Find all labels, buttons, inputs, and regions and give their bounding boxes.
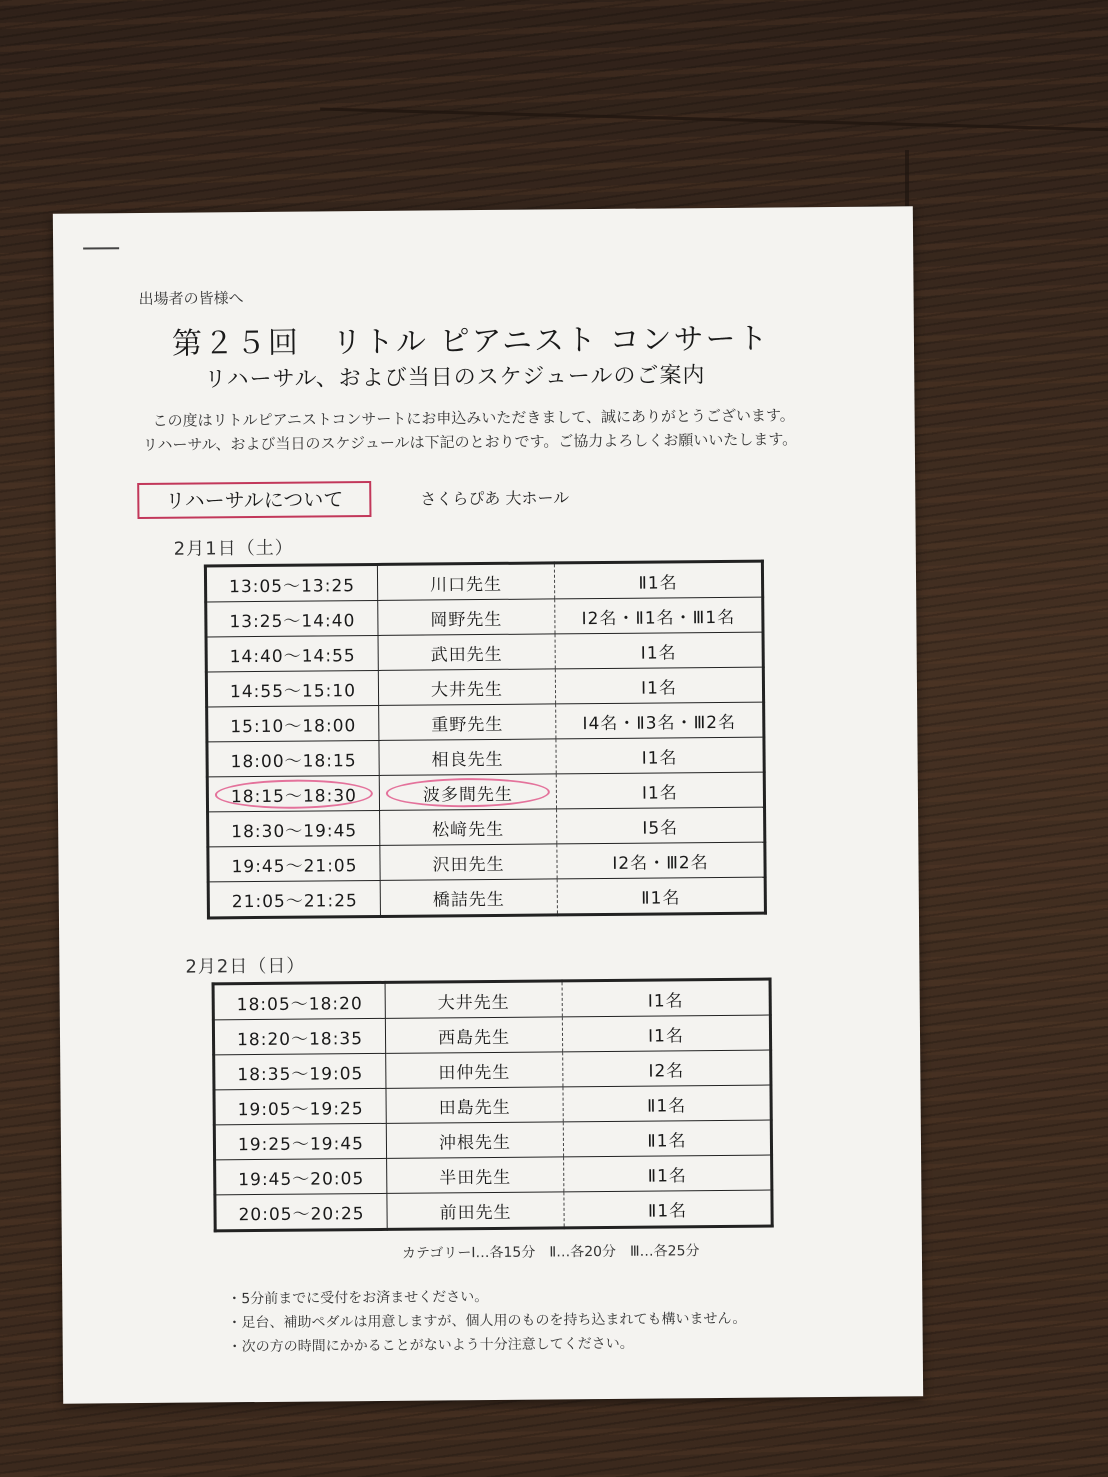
table-row <box>206 632 763 672</box>
time-cell <box>214 1053 386 1089</box>
time-cell <box>213 1018 385 1054</box>
table-row <box>208 877 765 918</box>
category-cell-text: Ⅰ1名 <box>648 1025 685 1047</box>
time-cell <box>214 1088 386 1124</box>
category-cell <box>564 1190 772 1228</box>
time-cell <box>207 740 379 776</box>
category-cell-text: Ⅱ1名 <box>647 1165 687 1187</box>
time-cell <box>206 670 378 706</box>
greeting: 出場者の皆様へ <box>138 289 244 309</box>
category-cell-text: Ⅱ1名 <box>638 572 678 594</box>
time-cell <box>215 1158 387 1194</box>
day2-schedule-table <box>212 978 774 1233</box>
table-row <box>215 1155 772 1195</box>
note-item: ・足台、補助ペダルは用意しますが、個人用のものを持ち込まれても構いません。 <box>227 1310 747 1332</box>
teacher-cell <box>386 1052 563 1089</box>
category-cell-text: Ⅰ1名 <box>647 990 684 1012</box>
time-cell <box>206 635 378 671</box>
time-cell <box>214 1123 386 1159</box>
time-cell <box>208 845 380 881</box>
table-row <box>213 979 770 1020</box>
teacher-cell-text: 前田先生 <box>439 1202 512 1223</box>
teacher-cell <box>378 669 555 706</box>
notes-list <box>227 1283 746 1360</box>
teacher-cell-text: 武田先生 <box>430 644 503 665</box>
table-row <box>207 702 764 742</box>
teacher-cell-text: 沢田先生 <box>432 854 505 875</box>
time-cell-text: 13:25～14:40 <box>229 610 356 632</box>
time-cell-text: 14:55～15:10 <box>229 680 357 702</box>
page-subtitle: リハーサル、および当日のスケジュールのご案内 <box>204 363 706 393</box>
time-cell-text: 21:05～21:25 <box>231 890 358 912</box>
time-cell-text: 18:15～18:30 <box>230 785 357 807</box>
time-cell-text: 19:45～21:05 <box>231 855 358 877</box>
category-cell-text: Ⅱ1名 <box>647 1130 687 1152</box>
teacher-cell <box>380 879 557 917</box>
intro-line: リハーサル、および当日のスケジュールは下記のとおりです。ご協力よろしくお願いいたします。 <box>142 430 798 454</box>
category-cell-text: Ⅰ2名・Ⅲ2名 <box>612 852 709 874</box>
time-cell <box>207 775 379 811</box>
category-legend: カテゴリーⅠ…各15分 Ⅱ…各20分 Ⅲ…各25分 <box>401 1243 700 1262</box>
note-item: ・5分前までに受付をお済ませください。 <box>227 1289 489 1308</box>
category-cell <box>555 597 763 634</box>
section-heading: リハーサルについて <box>137 481 371 519</box>
time-cell-text: 18:20～18:35 <box>236 1028 364 1050</box>
teacher-cell-text: 田仲先生 <box>438 1062 511 1083</box>
category-cell-text: Ⅰ1名 <box>640 642 677 664</box>
time-cell <box>207 705 379 741</box>
time-cell-text: 15:10～18:00 <box>230 715 357 737</box>
category-cell <box>557 807 765 844</box>
teacher-cell <box>380 809 557 846</box>
teacher-cell-text: 大井先生 <box>430 679 504 700</box>
category-cell <box>557 877 765 915</box>
teacher-cell <box>385 1017 562 1054</box>
teacher-cell-text: 岡野先生 <box>430 609 503 630</box>
category-cell <box>556 702 764 739</box>
note-item: ・次の方の時間にかかることがないよう十分注意してください。 <box>227 1335 634 1356</box>
time-cell-text: 18:30～19:45 <box>231 820 358 842</box>
teacher-cell <box>379 739 556 776</box>
time-cell <box>213 982 385 1019</box>
table-row <box>213 1015 770 1055</box>
category-cell-text: Ⅰ1名 <box>640 677 677 699</box>
teacher-cell-text: 田島先生 <box>438 1097 511 1118</box>
table-row <box>214 1120 771 1160</box>
category-cell <box>564 1155 772 1192</box>
teacher-cell-text: 西島先生 <box>437 1027 511 1048</box>
corner-mark <box>83 247 119 249</box>
teacher-cell <box>377 563 554 601</box>
time-cell-text: 13:05～13:25 <box>228 575 356 597</box>
table-row <box>208 807 765 847</box>
category-cell <box>554 561 762 599</box>
time-cell-text: 14:40～14:55 <box>229 645 356 667</box>
teacher-cell <box>379 704 556 741</box>
teacher-cell-text: 松﨑先生 <box>432 819 505 840</box>
category-cell <box>563 1085 771 1122</box>
category-cell <box>556 737 764 774</box>
teacher-cell <box>378 634 555 671</box>
table-row <box>215 1190 772 1231</box>
category-cell <box>563 1050 771 1087</box>
time-cell-text: 20:05～20:25 <box>238 1203 365 1225</box>
time-cell-text: 19:45～20:05 <box>238 1168 365 1190</box>
schedule-sheet <box>53 206 923 1403</box>
category-cell-text: Ⅰ5名 <box>642 817 679 839</box>
category-cell <box>562 979 770 1017</box>
day1-date: 2月1日（土） <box>173 537 294 560</box>
teacher-cell <box>387 1157 564 1194</box>
teacher-cell <box>378 599 555 636</box>
category-cell <box>555 667 763 704</box>
teacher-cell-text: 半田先生 <box>439 1167 512 1188</box>
teacher-cell <box>386 1122 563 1159</box>
day2-date: 2月2日（日） <box>185 955 306 978</box>
teacher-cell <box>385 981 562 1019</box>
table-row <box>206 667 763 707</box>
teacher-cell-text: 波多間先生 <box>422 784 513 806</box>
category-cell-text: Ⅱ1名 <box>646 1095 687 1117</box>
floor-seam <box>320 108 1108 132</box>
teacher-cell-text: 川口先生 <box>429 574 503 595</box>
table-row <box>207 772 764 812</box>
teacher-cell-text: 大井先生 <box>437 992 510 1013</box>
category-cell <box>563 1120 771 1157</box>
time-cell-text: 19:25～19:45 <box>237 1133 365 1155</box>
table-row <box>206 597 763 637</box>
table-row <box>205 561 762 602</box>
category-cell <box>557 842 765 879</box>
table-row <box>207 737 764 777</box>
category-cell <box>556 772 764 809</box>
time-cell-text: 19:05～19:25 <box>237 1098 364 1120</box>
category-cell <box>562 1015 770 1052</box>
category-cell-text: Ⅱ1名 <box>641 887 681 909</box>
category-cell-text: Ⅰ2名 <box>648 1060 685 1082</box>
time-cell <box>205 564 377 601</box>
day1-schedule-table <box>204 560 767 920</box>
category-cell-text: Ⅱ1名 <box>647 1200 688 1222</box>
category-cell-text: Ⅰ2名・Ⅱ1名・Ⅲ1名 <box>581 607 736 629</box>
table-row <box>208 842 765 882</box>
teacher-cell <box>387 1192 564 1230</box>
category-cell <box>555 632 763 669</box>
page-title: 第２５回 リトル ピアニスト コンサート <box>171 321 770 362</box>
time-cell-text: 18:35～19:05 <box>237 1063 364 1085</box>
time-cell-text: 18:00～18:15 <box>230 750 357 772</box>
category-cell-text: Ⅰ4名・Ⅱ3名・Ⅲ2名 <box>582 712 737 734</box>
time-cell <box>208 880 380 917</box>
time-cell <box>215 1193 387 1230</box>
teacher-cell-text: 橋詰先生 <box>432 889 505 910</box>
table-row <box>214 1050 771 1090</box>
table-row <box>214 1085 771 1125</box>
teacher-cell <box>386 1087 563 1124</box>
teacher-cell <box>380 844 557 881</box>
time-cell <box>208 810 380 846</box>
time-cell <box>206 600 378 636</box>
category-cell-text: Ⅰ1名 <box>641 747 678 769</box>
intro-line: この度はリトルピアニストコンサートにお申込みいただきまして、誠にありがとうございます。 <box>152 406 795 430</box>
teacher-cell-text: 相良先生 <box>431 749 504 770</box>
venue: さくらぴあ 大ホール <box>420 488 570 509</box>
teacher-cell-text: 沖根先生 <box>438 1132 512 1153</box>
teacher-cell-text: 重野先生 <box>431 714 504 735</box>
teacher-cell <box>379 774 556 811</box>
category-cell-text: Ⅰ1名 <box>641 782 678 804</box>
intro-text <box>143 403 798 457</box>
time-cell-text: 18:05～18:20 <box>236 993 363 1015</box>
